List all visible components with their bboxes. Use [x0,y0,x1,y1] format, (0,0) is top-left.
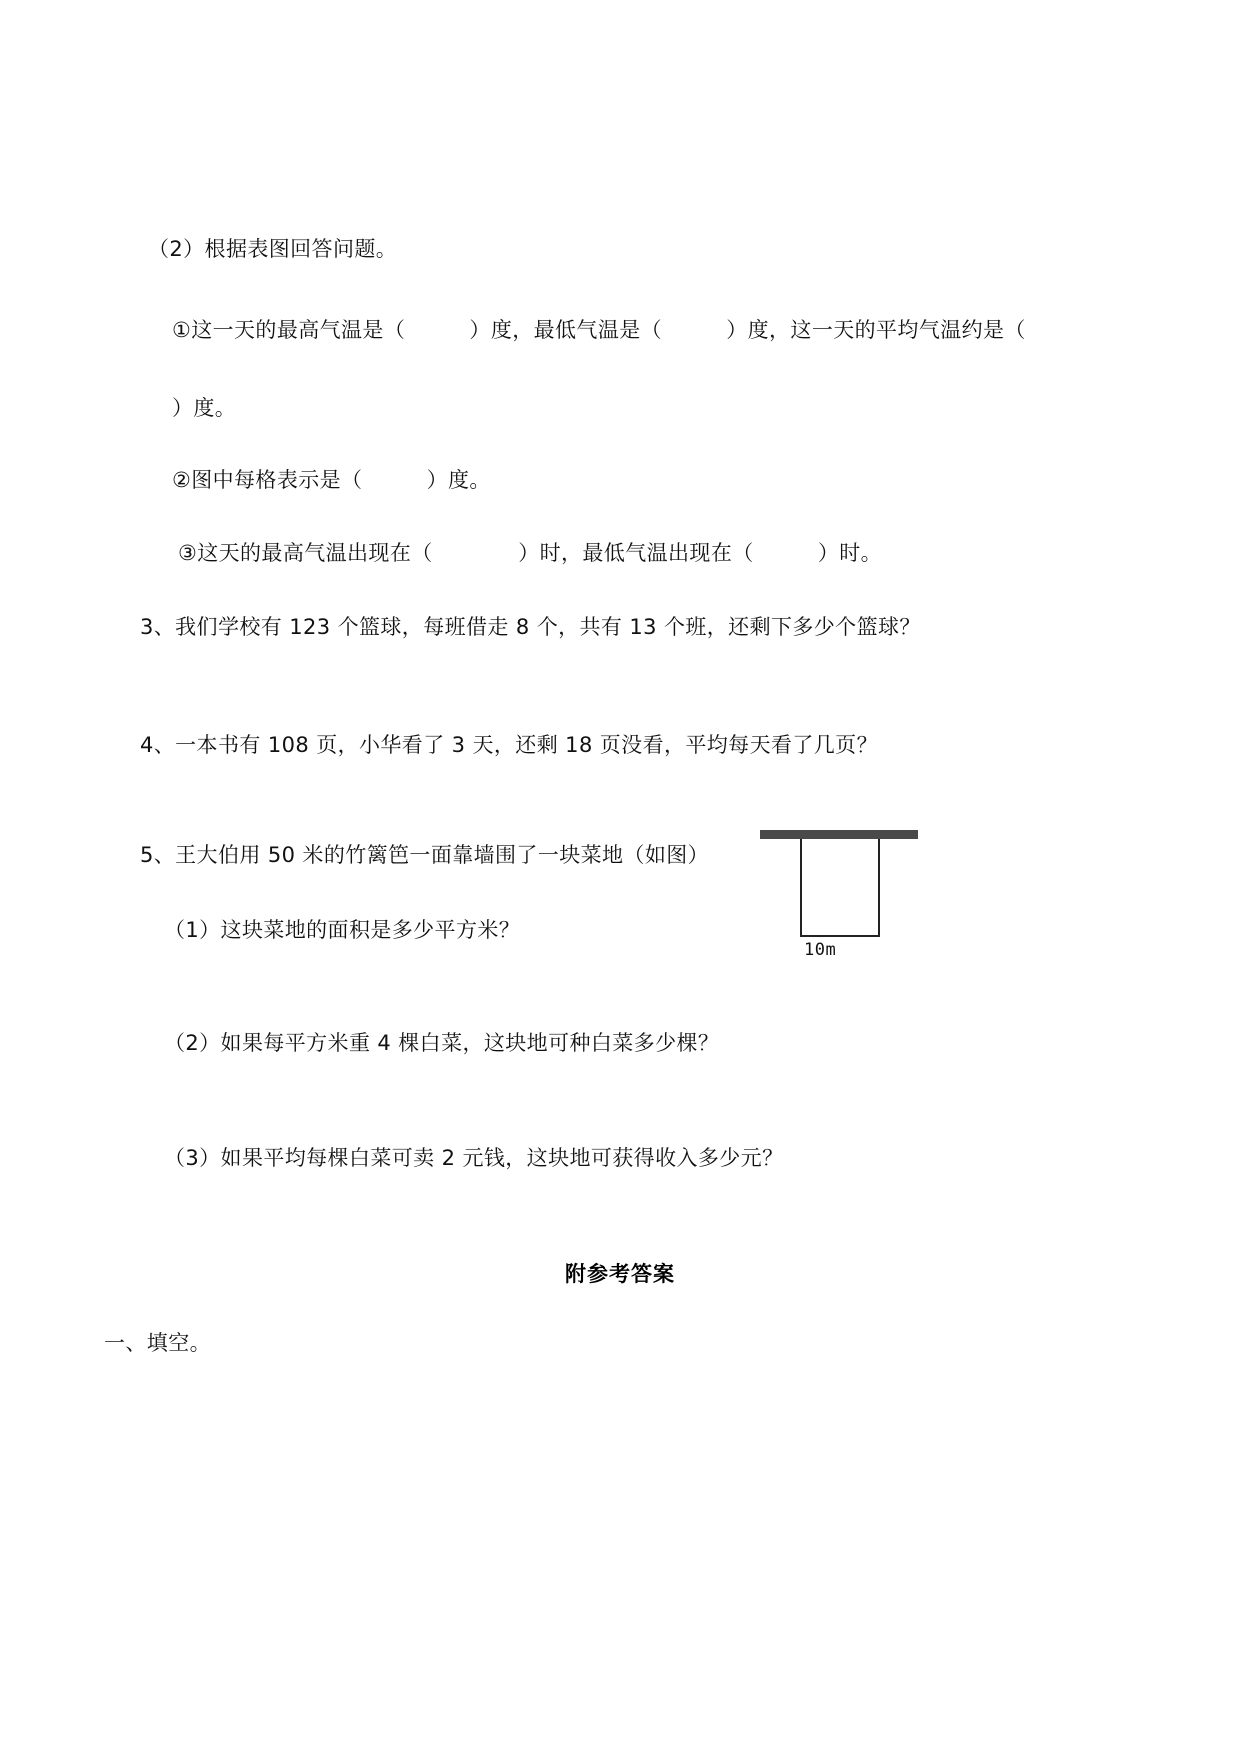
answer-section-title: 附参考答案 [565,1262,675,1286]
question-5-part-3: （3）如果平均每棵白菜可卖 2 元钱，这块地可获得收入多少元？ [164,1146,784,1170]
plot-rectangle [800,839,880,937]
vegetable-plot-figure [760,826,930,971]
question-2-item-2: ②图中每格表示是（ ）度。 [172,468,491,492]
answer-section-part-1: 一、填空。 [104,1331,211,1355]
question-2-item-1-line-2: ）度。 [172,396,237,420]
question-2-header: （2）根据表图回答问题。 [148,237,398,261]
question-3: 3、我们学校有 123 个篮球，每班借走 8 个，共有 13 个班，还剩下多少个篮球？ [140,615,921,639]
question-2-item-3: ③这天的最高气温出现在（ ）时，最低气温出现在（ ）时。 [178,541,883,565]
question-4: 4、一本书有 108 页，小华看了 3 天，还剩 18 页没看，平均每天看了几页？ [140,733,878,757]
question-2-item-1-line-1: ①这一天的最高气温是（ ）度，最低气温是（ ）度，这一天的平均气温约是（ [172,318,1026,342]
question-5-part-2: （2）如果每平方米重 4 棵白菜，这块地可种白菜多少棵？ [164,1031,720,1055]
plot-width-label: 10m [804,940,837,960]
wall-bar [760,830,918,839]
question-5: 5、王大伯用 50 米的竹篱笆一面靠墙围了一块菜地（如图） [140,843,710,867]
question-5-part-1: （1）这块菜地的面积是多少平方米？ [164,918,521,942]
